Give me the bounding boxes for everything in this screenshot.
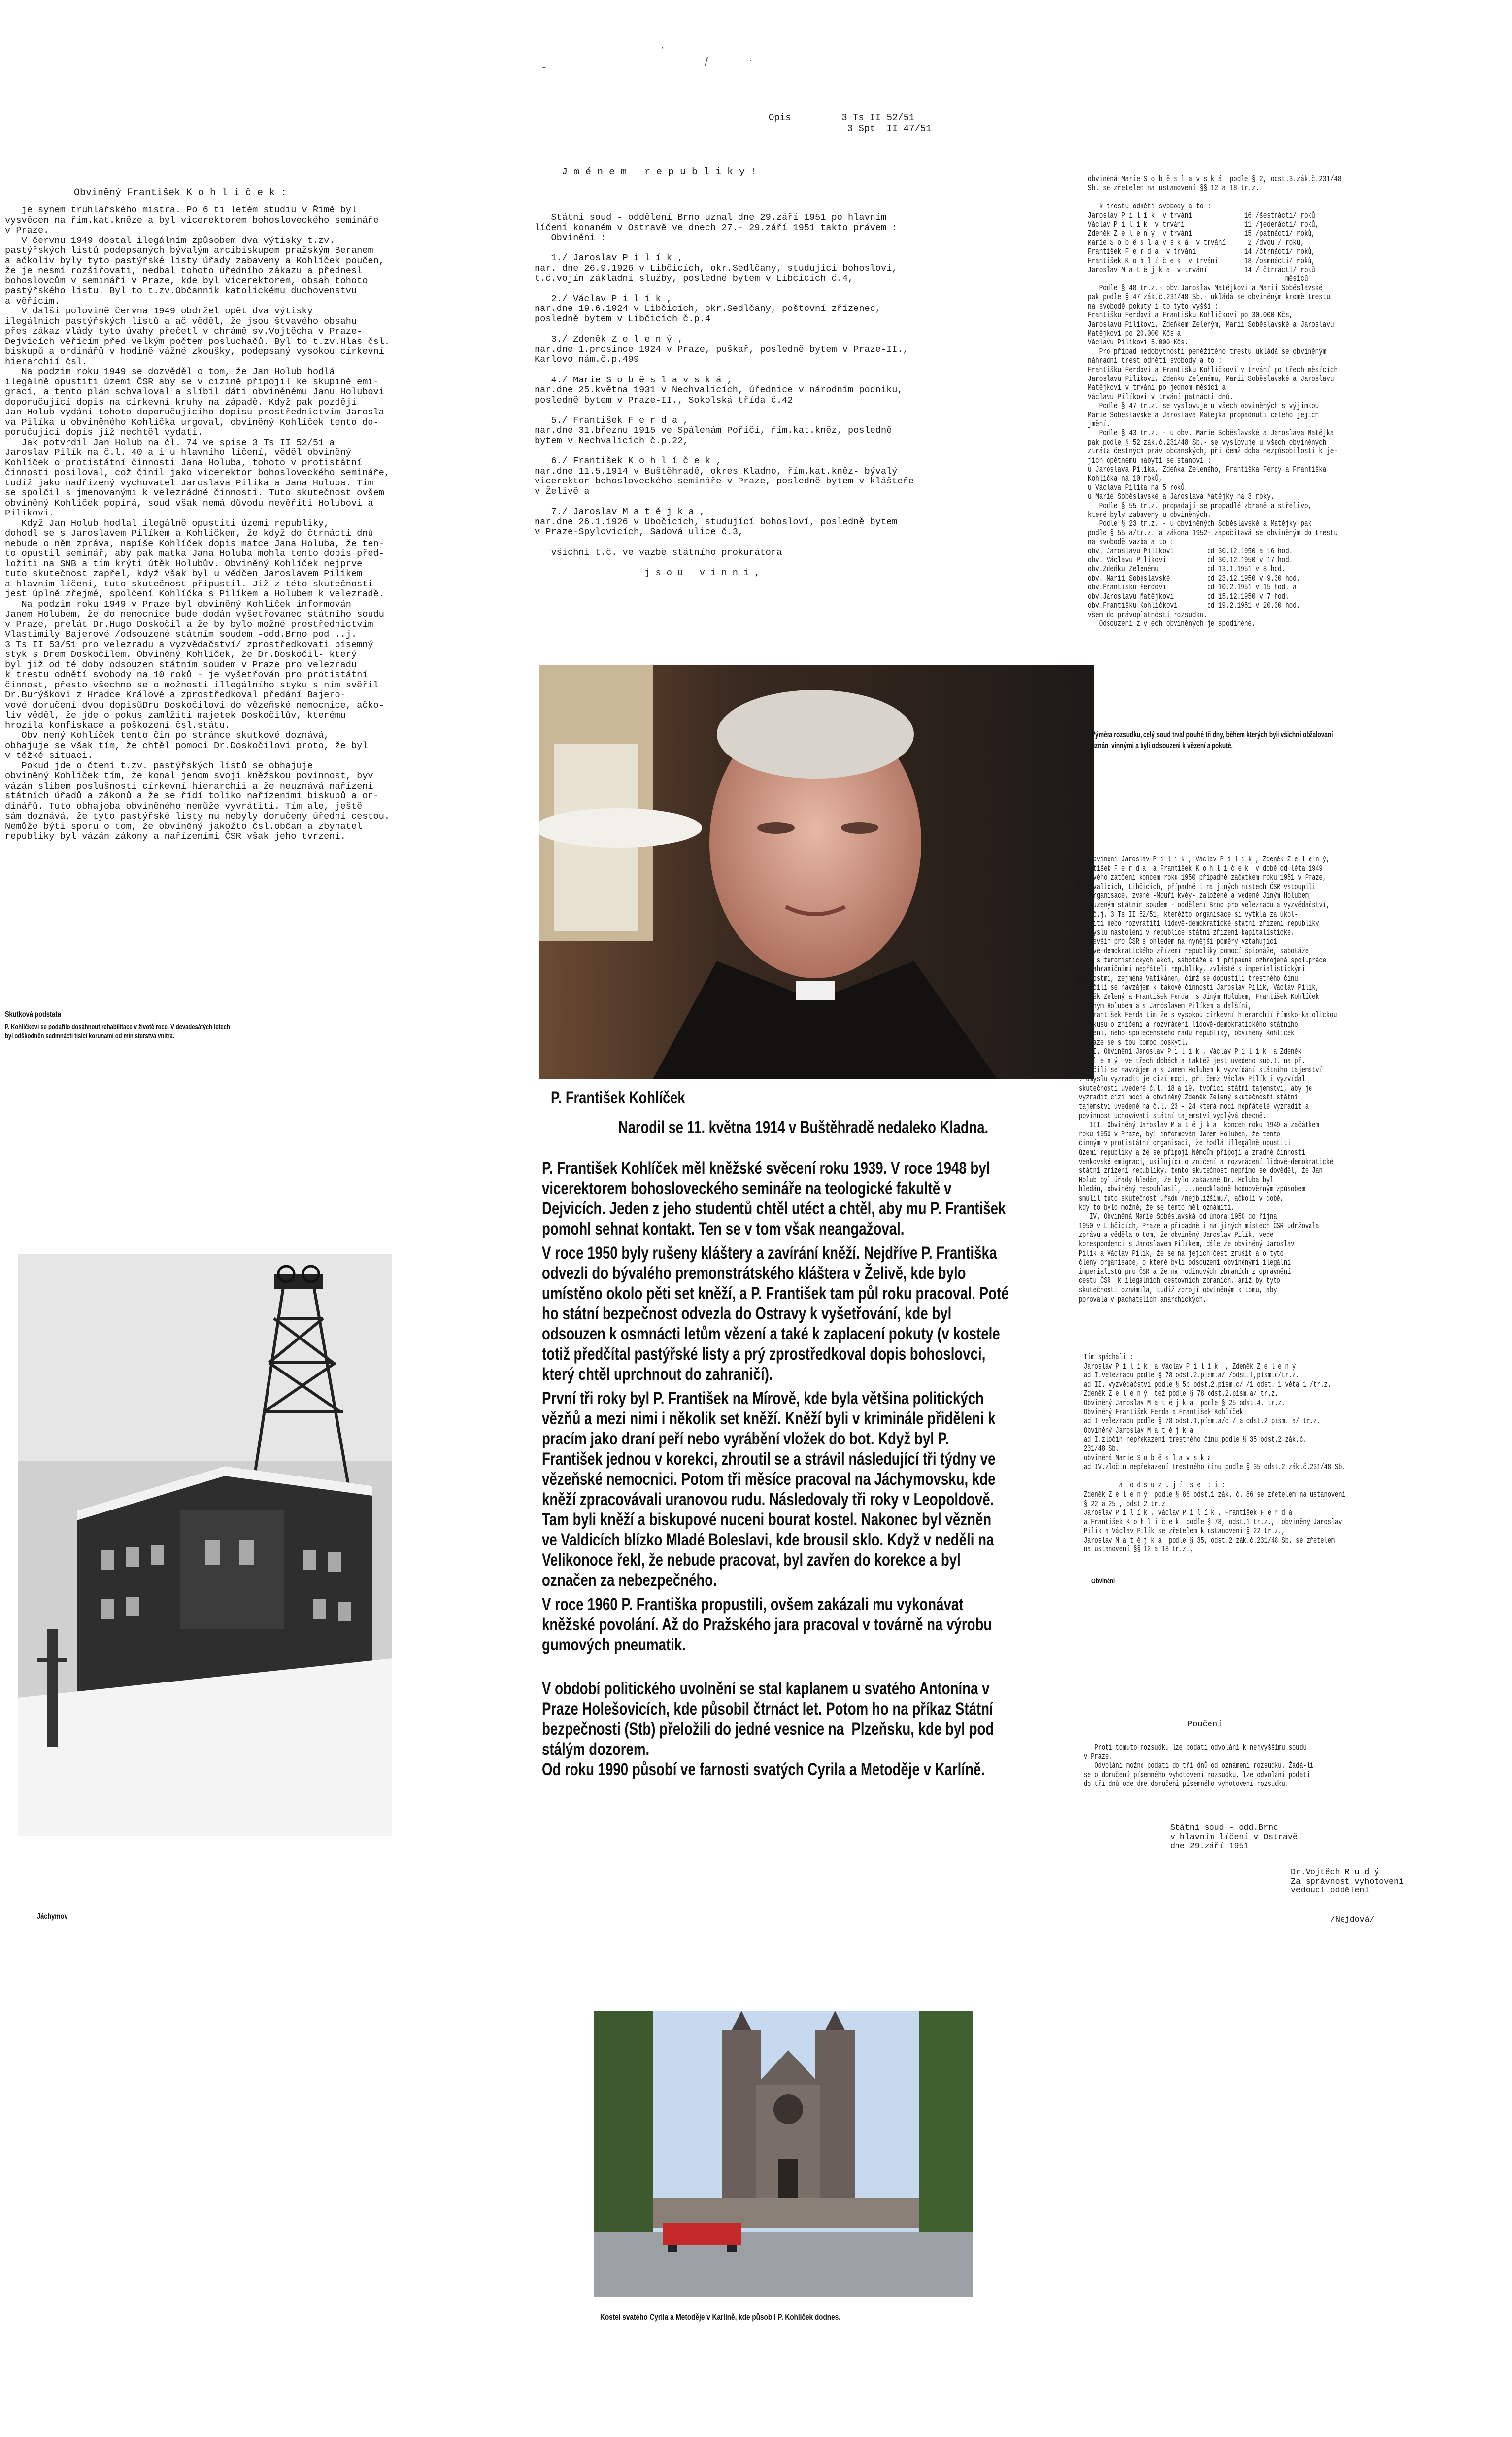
right-instruction-document <box>1084 1720 1512 1789</box>
church-photo <box>594 2011 973 2297</box>
instruction-heading: Poučení <box>1187 1720 1223 1729</box>
left-heading: Obviněný František K o h l í č e k : <box>74 187 287 199</box>
mark-3: / <box>705 54 708 69</box>
case-reference <box>769 112 932 134</box>
court-name: Státní soud - odd.Brno v hlavním líčení v Ostravě dne 29.září 1951 <box>1170 1823 1298 1851</box>
signature-text: /Nejdová/ <box>1330 1915 1375 1924</box>
left-document <box>0 187 512 842</box>
judgment-title-text: J m é n e m r e p u b l i k y ! <box>562 167 757 178</box>
right-stamp: Obviněni <box>1091 1577 1115 1585</box>
case-reference-text: Opis 3 Ts II 52/51 3 Spt II 47/51 <box>769 112 932 134</box>
right-sentence-document <box>1088 175 1512 628</box>
mark-4: . <box>749 49 753 64</box>
signature-line <box>1330 1915 1375 1924</box>
left-notes-text: P. Kohlíčkovi se podařilo dosáhnout rehabilitace v životě roce. V devadesátých letech byl odškodněn sedmnácti tisíci korunami od ministerstva vnitra. <box>5 1023 230 1040</box>
right-law-text: Tím spáchali : Jaroslav P i l í k a Václav P i l í k , Zdeněk Z e l e n ý ad I.velezradu podle § 78 odst.2.písm.a/ /odst.1,písm.c/tr.z. ad II. vyzvědačství podle § 5b odst.2.písm.c/ /1 odst. 1 věta 1 /tr.z. Zdeněk Z e l e n ý též podle § 78 odst.2.písm.a/ tr.z. Obviněný Jaroslav M a t ě j k a podle § 25 odst.4. tr.z. Obviněný František Ferda a František Kohlíček ad I velezradu podle § 78 odst.1,písm.a/c / a odst.2 písm. a/ tr.z. Obviněný Jaroslav M a t ě j k a ad I.zločin nepřekazení trestného činu podle § 35 odst.2 zák.č. 231/48 Sb. obviněná Marie S o b ě s l a v s k á ad IV.zločin nepřekazení trestného činu podle § 35 odst.2 zák.č.231/48 Sb. a o d s u z u j í s e t í : Zdeněk Z e l e n ý podle § 86 odst.1 zák. č. 86 se zřetelem na ustanovení § 22 a 25 , odst.2 tr.z. Jaroslav P i l í k , Václav P i l í k , František F e r d a a František K o h l í č e k podle § 78, odst.1 tr.z., obviněný Jaroslav Pilík a Václav Pilík se zřetelem k ustanovení § 22 tr.z., Jaroslav M a t ě j k a podle § 35, odst.2 zák.č.231/48 Sb. se zřetelem na ustanovení §§ 12 a 18 tr.z., <box>1084 1352 1345 1554</box>
left-notes-title: Skutková podstata <box>5 1010 61 1019</box>
portrait-illustration <box>539 665 1094 1079</box>
right-charges-document <box>1079 855 1512 1304</box>
left-notes <box>5 1010 517 1041</box>
jachymov-mine-photo <box>18 1254 392 1836</box>
right-law-document <box>1084 1353 1512 1554</box>
right-sentence-text: obviněná Marie S o b ě s l a v s k á podle § 2, odst.3.zák.č.231/48 Sb. se zřetelem na ustanovení §§ 12 a 18 tr.z. k trestu odnětí svobody a to : Jaroslav P i l í k v trvání 16 /šestnácti/ roků Václav P i l í k v trvání 11 /jedenácti/ roků, Zdeněk Z e l e n ý v trvání 15 /patnácti/ roků, Marie S o b ě s l a v s k á v trvání 2 /dvou / roků, František F e r d a v trvání 14 /čtrnácti/ roků, František K o h l í č e k v trvání 18 /osmnácti/ roků, Jaroslav M a t ě j k a v trvání 14 / čtrnácti/ roků měsíců Podle § 48 tr.z.- obv.Jaroslav Matějkovi a Marii Soběslavské pak podle § 47 zák.č.231/48 Sb.- ukládá se obviněným kromě trestu na svobodě pokuty i to tyto vyšší : Františku Ferdovi a Františku Kohlíčkovi po 30.000 Kčs, Jaroslavu Pilíkovi, Zdeňkem Zeleným, Marii Soběslavské a Jaroslavu Matějkovi po 20.000 Kčs a Václavu Pilíkovi 5.000 Kčs. Pro případ nedobytnosti peněžitého trestu ukládá se obviněným náhradní trest odnětí svobody a to : Františku Ferdovi a Františku Kohlíčkovi v trvání po třech měsících Jaroslavu Pilíkovi, Zdeňku Zelenému, Marii Soběslavské a Jaroslavu Matějkovi v trvání po jednom měsíci a Václavu Pilíkovi v trvání patnácti dnů. Podle § 47 tr.z. se vyslovuje u všech obviněných s výjimkou Marie Soběslavské a Jaroslava Matějka propadnutí celého jejich jmění. Podle § 43 tr.z. - u obv. Marie Soběslavské a Jaroslava Matějka pak podle § 52 zák.č.231/48 Sb.- se vyslovuje u všech obviněných ztráta čestných práv občanských, při čemž doba nezpůsobilosti k je- jich opětnému nabytí se stanoví : u Jaroslava Pilíka, Zdeňka Zeleného, Františka Ferdy a Františka Kohlíčka na 10 roků, u Václava Pilíka na 5 roků u Marie Soběslavské a Jaroslava Matějky na 3 roky. Podle § 55 tr.z. propadají se propadlé zbraně a střelivo, které byly zabaveny u obviněných. Podle § 23 tr.z. - u obviněných Soběslavské a Matějky pak podle § 55 a/tr.z. a zákona 1952- započítává se obviněným do trestu na svobodě vazba a to : obv. Jaroslavu Pilíkovi od 30.12.1950 a 16 hod. obv. Václavu Pilíkovi od 30.12.1950 v 17 hod. obv.Zdeňku Zelenému od 13.1.1951 v 8 hod. obv. Marii Soběslavské od 23.12.1950 v 9.30 hod. obv.Františku Ferdovi od 10.2.1951 v 15 hod. a obv.Jaroslavu Matějkovi od 15.12.1950 v 7 hod. obv.Františku Kohlíčkovi od 19.2.1951 v 20.30 hod. všem do právoplatnosti rozsudku. Odsouzení z v ech obviněných je spodinéné. <box>1088 174 1342 628</box>
bio-paragraph-1: P. František Kohlíček měl kněžské svěcení roku 1939. V roce 1948 byl vicerektorem bohosloveckého semináře na teologické fakultě v Dejvicích. Jeden z jeho studentů chtěl utéct a chtěl, aby mu P. František pomohl sehnat kontakt. Ten se v tom však neangažoval. <box>542 1159 1006 1238</box>
church-caption: Kostel svatého Cyrila a Metoděje v Karlíně, kde působil P. Kohlíček dodnes. <box>600 2312 840 2322</box>
judge-block <box>1291 1868 1478 1895</box>
bio-paragraph-2: V roce 1950 byly rušeny kláštery a zavírání kněží. Nejdříve P. Františka odvezli do bývalého premonstrátského kláštera v Želivě, kde bylo umístěno okolo pěti set kněží, a P. František tam půl roku pracoval. Poté ho státní bezpečnost odvezla do Ostravy k vyšetřování, kde byl odsouzen k osmnácti letům vězení a také k zaplacení pokuty (v kostele totiž předčítal pastýřské listy a prý zprostředkoval dopis bohoslovci, který chtěl uprchnout do zahraničí). <box>542 1243 1009 1384</box>
right-note: Výměra rozsudku, celý soud trval pouhé tři dny, během kterých byli všichni obžalovaní uznáni vinnými a byli odsouzeni k vězení a pokutě. <box>1091 730 1333 750</box>
bio-text <box>542 1158 1009 1780</box>
court-signature-block <box>1170 1823 1367 1851</box>
bio-paragraph-3: První tři roky byl P. František na Mírově, kde byla většina politických vězňů a mezi nimi i několik set kněží. Kněží byli v kriminále přiděleni k pracím jako draní peří nebo vyrábění vložek do bot. Když byl P. František jednou v korekci, zhroutil se a strávil následující tři týdny ve vězeňské nemocnici. Potom tři měsíce pracoval na Jáchymovsku, kde kněží zpracovávali uranovou rudu. Následovaly tři roky v Leopoldově. Tam byli kněží a biskupové nuceni bourat kostel. Nakonec byl vězněn ve Valdicích blízko Mladé Boleslavi, kde brousil sklo. Když v neděli na Velikonoce řekl, že nebude pracovat, byl zavřen do korekce a byl označen za nebezpečného. <box>542 1389 996 1590</box>
judge-name: Dr.Vojtěch R u d ý Za správnost vyhotovení vedoucí oddělení <box>1291 1867 1404 1895</box>
bio-name: P. František Kohlíček <box>551 1088 685 1107</box>
mark-2: · <box>660 39 665 54</box>
middle-document <box>535 213 1027 578</box>
mark-1: - <box>542 59 546 74</box>
church-illustration <box>594 2011 973 2297</box>
judgment-title <box>562 167 757 178</box>
bio-born: Narodil se 11. května 1914 v Buštěhradě nedaleko Kladna. <box>618 1118 989 1137</box>
bio-paragraph-5: V období politického uvolnění se stal kaplanem u svatého Antonína v Praze Holešovicích, kde působil čtrnáct let. Potom ho na příkaz Státní bezpečnosti (Stb) přeložili do jedné vesnice na Plzeňsku, kde byl pod stálým dozorem. Od roku 1990 působí ve farnosti svatých Cyrila a Metoděje v Karlíně. <box>542 1679 994 1779</box>
mine-caption: Jáchymov <box>37 1912 68 1921</box>
instruction-text: Proti tomuto rozsudku lze podati odvolání k nejvyššímu soudu v Praze. Odvolání možno podati do tří dnů od oznámení rozsudku. Žádá-li se o doručení písemného vyhotovení rozsudku, lze odvolání podati do tří dnů ode dne doručení písemného vyhotovení rozsudku. <box>1084 1743 1314 1789</box>
middle-document-text: Státní soud - oddělení Brno uznal dne 29.září 1951 po hlavním líčení konaném v Ostravě ve dnech 27.- 29.září 1951 takto právem : Obviněni : 1./ Jaroslav P i l í k , nar. dne 26.9.1926 v Libčicích, okr.Sedlčany, studující bohosloví, t.č.vojín základní služby, posledně bytem v Libčicích č.4, 2./ Václav P i l í k , nar.dne 19.6.1924 v Libčicích, okr.Sedlčany, poštovní zřízenec, posledně bytem v Libčicích č.p.4 3./ Zdeněk Z e l e n ý , nar.dne 1.prosince 1924 v Praze, puškař, posledně bytem v Praze-II., Karlovo nám.č.p.499 4./ Marie S o b ě s l a v s k á , nar.dne 25.května 1931 v Nechvalicích, úřednice v národním podniku, posledně bytem v Praze-II., Sokolská třída č.42 5./ František F e r d a , nar.dne 31.březnu 1915 ve Spálenám Poříčí, řím.kat.kněz, posledně bytem v Nechvalicích č.p.22, 6./ František K o h l í č e k , nar.dne 11.5.1914 v Buštěhradě, okres Kladno, řím.kat.kněz- bývalý vicerektor bohosloveckého semináře v Praze, posledně bytem v klášteře v Želivě a 7./ Jaroslav M a t ě j k a , nar.dne 26.1.1926 v Ubočicích, studující bohosloví, posledně bytem v Praze-Spylovicích, Sadová ulice č.3, všichni t.č. ve vazbě státního prokurátora j s o u v i n n i , <box>535 212 914 578</box>
left-body-text: je synem truhlářského mistra. Po 6 ti letém studiu v Římě byl vysvěcen na řím.kat.kněze a byl vicerektorem bohosloveckého semináře v Praze. V červnu 1949 dostal ilegálním způsobem dva výtisky t.zv. pastýřských listů podepsaných bývalým arcibiskupem pražským Beranem a ačkoliv byly tyto pastýřské listy úřady zabaveny a Kohlíček poučen, že je nesmí rozšiřovati, nedbal tohoto úředního zákazu a přednesl bohoslovcům v semináři v Praze, kde byl vicerektorem, obsah tohoto pastýřského listu. Byl to t.zv.Občanník katolickému duchovenstvu a věřícím. V další polovině června 1949 obdržel opět dva výtisky ilegálních pastýřských listů a ač věděl, že jsou štvavého obsahu přes zákaz vlády tyto úvahy přečetl v chrámě sv.Vojtěcha v Praze- Dejvicích věřícím před velkým počtem posluchačů. Byl to t.zv.Hlas čsl. biskupů a ordinářů v hodině vážné zkoušky, podepsaný vysokou církevní hierarchií čsl. Na podzim roku 1949 se dozvěděl o tom, že Jan Holub hodlá ilegálně opustiti území ČSR aby se v cizině připojil ke skupině emi- grací, a tento plán schvaloval a slíbil dáti obviněnému Janu Holubovi doporučující dopis na církevní kruhy na západě. Když pak později Jan Holub vydání tohoto doporučujícího dopisu prostřednictvím Jarosla- va Pilíka u obviněného Kohlíčka urgoval, obviněný Kohlíček tento do- poručující dopis již nechtěl vydati. Jak potvrdil Jan Holub na čl. 74 ve spise 3 Ts II 52/51 a Jaroslav Pilík na č.l. 40 a i u hlavního líčení, věděl obviněný Kohlíček o protistátní činnosti Jana Holuba, tohoto v protistátní činnosti posiloval, což činil jako vicerektor bohosloveckého semináře, tudíž jako nadřízený vychovatel Jaroslava Pilíka a Jana Holuba. Tím se spolčil s jmenovanými k velezrádné činnosti. Tuto skutečnost ovšem obviněný Kohlíček popírá, soud však nemá důvodu nevěřiti Holubovi a Pilíkovi. Když Jan Holub hodlal ilegálně opustiti území republiky, dohodl se s Jaroslavem Pilíkem a Kohlíčkem, že když do čtrnácti dnů nebude o něm zpráva, napíše Kohlíček dopis matce Jana Holuba, že ten- to opustil seminář, aby pak matka Jana Holuba mohla tento dopis před- ložiti na SNB a tím krýti útěk Holubův. Obviněný Kohlíček nejprve tuto skutečnost zapřel, když však byl u vědčen Jaroslavem Pilíkem a hlavním líčení, tuto skutečnost připustil. Již z této skutečnosti jest úplně zřejmé, spolčení Kohlíčka s Pilíkem a Holubem k velezradě. Na podzim roku 1949 v Praze byl obviněný Kohlíček informován Janem Holubem, že do nemocnice bude dodán vyšetřovanec státního soudu v Praze, prelát Dr.Hugo Doskočil a že by bylo možné prostřednictvím Vlastimily Bajerové /odsouzené státním soudem -odd.Brno pod ..j. 3 Ts II 53/51 pro velezradu a vyzvědačství/ zprostředkovati písemný styk s Drem Doskočilem. Obviněný Kohlíček, že Dr.Doskočil- který byl již od té doby odsouzen státním soudem v Praze pro velezradu k trestu odnětí svobody na 10 roků - je vyšetřován pro protistátní činnost, přesto všechno se o možnosti illegálního styku s ním svěřil Dr.Burýškovi z Hradce Králové a zprostředkoval předání Bajero- vové doručení dvou dopisůDru Doskočilovi do vězeňské nemocnice, ačko- liv věděl, že jde o pokus zamlžiti majetek Doskočilův, kterému hrozila konfiskace a poškození čsl.státu. Obv nený Kohlíček tento čin po stránce skutkové doznává, obhajuje se však tím, že chtěl pomoci Dr.Doskočilovi proto, že byl v těžké situaci. Pokud jde o čtení t.zv. pastýřských listů se obhajuje obviněný Kohlíček tím, že konal jenom svoji kněžskou povinnost, byv vázán slibem poslušnosti církevní hierarchii a že neuznává nařízení státních úřadů a zákonů a že se řídí toliko nařízeními biskupů a or- dinářů. Tuto obhajoba obviněného nemůže vyvrátiti. Tím ale, ještě sám doznává, že tyto pastýřské listy nu nebyly doručeny úřední cestou. Nemůže býti sporu o tom, že obviněný jakožto čsl.občan a zbynatel republiky byl vázán zákony a nařízeními ČSR však jeho tvrzení. <box>5 205 390 842</box>
mine-illustration <box>18 1254 392 1836</box>
portrait-photo <box>539 665 1094 1079</box>
right-charges-text: I. obviněni Jaroslav P i l í k , Václav P i l í k , Zdeněk Z e l e n ý, František F e r d a a František K o h l í č e k v době od léta 1949 do svého zatčení koncem roku 1950 případně začátkem roku 1951 v Praze, Nechvalicích, Libčicích, případně i na jiných místech ČSR vstoupili do organisace, zvané -Mouři kvěy- založené a vedené Jiným Holubem, odsouzeným státním soudem - oddělení Brno pro velezradu a vyzvědačství, pod č.j. 3 Ts II 52/51, kteréžto organisace si vytkla za úkol- zničiti nebo rozvrátiti lidově-demokratické státní zřízení republiky v úmyslu nastolení v republice státní zřízení kapitalistické, především pro ČSR s ohledem na nynější poměry vztahující lidově-demokratického zřízení republiky pomocí špionáže, sabotáže, činu s teroristických akcí, sabotáže a i případná ozbrojená spolupráce se zahraničními nepřáteli republiky, zvláště s imperialistickými mocnostmi, zejména Vatikánem, čímž se dopustili trestného činu spolčili se navzájem k takové činnosti Jaroslav Pilík, Václav Pilík, Zdeněk Zelený a František Ferda s Jiným Holubem, František Kohlíček s Jiným Holubem a s Jaroslavem Pilíkem a dalšími, František Ferda tím že s vysokou církevní hierarchií římsko-katolickou k pokusu o zničení a rozvrácení lidově-demokratického státního zřízení, nebo společenského řádu republiky, obviněný Kohlíček v Praze se s tou pomoc poskytl. II. Obviněni Jaroslav P i l í k , Václav P i l í k a Zdeněk Z e l e n ý ve třech dobách a taktéž jest uvedeno sub.I. na př. spolčili se navzájem a s Janem Holubem k vyzvídání státního tajemství v úmyslu vyzradit je cizí moci, při čemž Václav Pilík i vyzvídal skutečnosti uvedené č.l. 18 a 19, tvořící státní tajemství, aby je vyzradit cizí moci a obviněný Zdeněk Zelený skutečnosti státní tajemství uvedené na č.l. 23 - 24 která moci nepřátelé vyzradit a povinnost uchovávati státní tajemství vyplývá obecně. III. Obviněný Jaroslav M a t ě j k a koncem roku 1949 a začátkem roku 1950 v Praze, byl informován Janem Holubem, že tento činným v protistátní organisaci, že hodlá illegálně opustiti území republiky a že se připojí Němcům připojí a zradné činnosti venkovské emigraci, usilující o zničení a rozvrácení lidově-demokratické státní zřízení republiky, tento skutečnost nepřímo se dověděl, že Jan Holub byl úřady hledán, že bylo zakázané Dr. Holuba byl hledán, obviněný nesouhlasil, ...neodkladně hodnověrným způsobem smulil tuto skutečnost úřadu /nejbližšímu/, ačkoli v době, kdy to bylo možné, že se tento měl oznámiti. IV. Obviněná Marie Soběslavská od února 1950 do října 1950 v Libčicích, Praze a případně i na jiných místech ČSR udržovala zprávu a věděla o tom, že obviněný Jaroslav Pilík, vede korespondenci s Jaroslavem Pilíkem, dále že obviněný Jaroslav Pilík a Václav Pilík, že se na jejich čest zrušit a o tyto členy organisace, o které byli odsouzení obviněnými ilegální imperialistů pro ČSR a že na hodinových zbraních z oprávnění cestu ČSR k ilegálních cestovních zbraních, aniž by tyto skutečnosti oznámila, tudíž zbrojí obviněným k tomu, aby porovala v pachatelích anarchických. <box>1079 855 1337 1304</box>
bio-paragraph-4: V roce 1960 P. Františka propustili, ovšem zakázali mu vykonávat kněžské povolání. Až do Pražského jara pracoval v továrně na výrobu gumových pneumatik. <box>542 1595 992 1654</box>
